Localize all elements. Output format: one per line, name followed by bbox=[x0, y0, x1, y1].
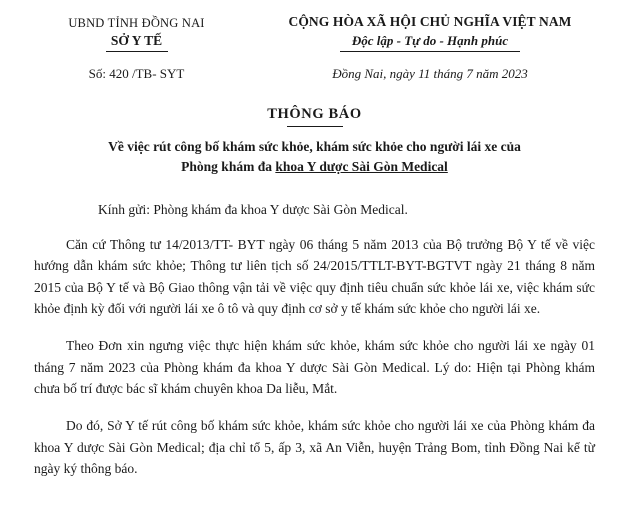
document-type-heading: THÔNG BÁO bbox=[267, 106, 362, 122]
document-subject-line-2-prefix: Phòng khám đa bbox=[181, 158, 276, 174]
document-subheader bbox=[34, 66, 595, 82]
document-title-block bbox=[34, 106, 595, 176]
recipient-line: Kính gửi: Phòng khám đa khoa Y dược Sài Gòn Medical. bbox=[98, 202, 408, 218]
document-subject bbox=[34, 137, 595, 176]
department-underline bbox=[106, 51, 168, 52]
body-paragraph-3: Do đó, Sở Y tế rút công bố khám sức khỏe, khám sức khỏe cho người lái xe của Phòng khám đa khoa Y dược Sài Gòn Medical; địa chỉ tổ 5, ấp 3, xã An Viễn, huyện Trảng Bom, tỉnh Đồng Nai kể từ ngày ký thông báo. bbox=[34, 418, 595, 477]
department-name: SỞ Y TẾ bbox=[110, 33, 163, 48]
country-name: CỘNG HÒA XÃ HỘI CHỦ NGHĨA VIỆT NAM bbox=[288, 14, 572, 29]
place-and-date: Đồng Nai, ngày 11 tháng 7 năm 2023 bbox=[332, 66, 528, 81]
document-subject-clinic-name: khoa Y dược Sài Gòn Medical bbox=[275, 158, 448, 174]
document-number: Số: 420 /TB- SYT bbox=[88, 66, 185, 81]
issuing-authority-block bbox=[34, 14, 239, 52]
national-motto: Độc lập - Tự do - Hạnh phúc bbox=[351, 33, 509, 48]
body-paragraph-1: Căn cứ Thông tư 14/2013/TT- BYT ngày 06 tháng 5 năm 2013 của Bộ trưởng Bộ Y tế về việc hướng dẫn khám sức khỏe; Thông tư liên tịch số 24/2015/TTLT-BYT-BGTVT ngày 21 tháng 8 năm 2015 của Bộ Y tế và Bộ Giao thông vận tải về việc quy định tiêu chuẩn sức khỏe lái xe, việc khám sức khỏe định kỳ đối với người lái xe ô tô và quy định cơ sở y tế khám sức khỏe cho người lái xe. bbox=[34, 237, 595, 317]
national-heading-block bbox=[265, 14, 595, 52]
body-paragraph-2: Theo Đơn xin ngưng việc thực hiện khám sức khỏe, khám sức khỏe cho người lái xe ngày 01 tháng 7 năm 2023 của Phòng khám đa khoa Y dược Sài Gòn Medical. Lý do: Hiện tại Phòng khám chưa bố trí được bác sĩ khám chuyên khoa Da liễu, Mắt. bbox=[34, 338, 595, 397]
province-authority-name: UBND TỈNH ĐỒNG NAI bbox=[68, 16, 205, 30]
title-underline bbox=[287, 126, 343, 127]
motto-underline bbox=[340, 51, 520, 52]
document-subject-line-1: Về việc rút công bố khám sức khỏe, khám sức khỏe cho người lái xe của bbox=[108, 139, 521, 154]
document-header bbox=[34, 14, 595, 52]
